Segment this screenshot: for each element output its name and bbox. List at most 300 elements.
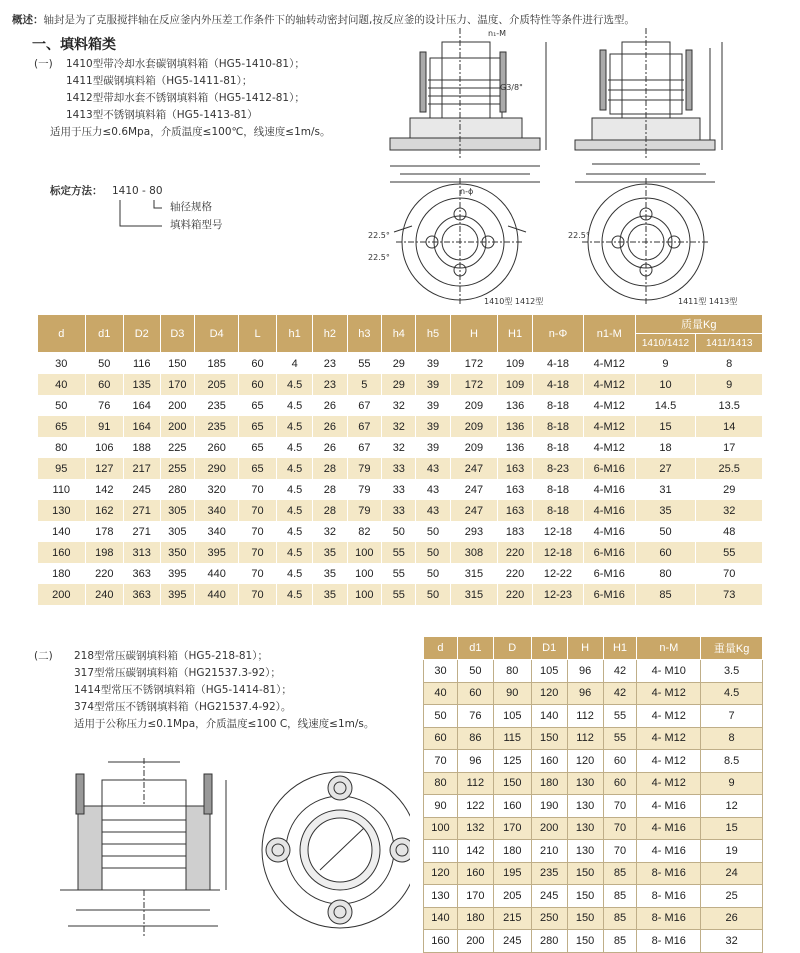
table-cell: 85 <box>635 584 696 605</box>
table-row <box>38 542 763 563</box>
table-cell: 32 <box>313 521 347 542</box>
column-header: d <box>38 315 86 353</box>
table-cell: 4- M16 <box>637 817 701 840</box>
table-cell: 60 <box>239 353 277 375</box>
table-row <box>424 772 763 795</box>
table-cell: 8-18 <box>532 500 583 521</box>
table-cell: 160 <box>457 862 493 885</box>
table-cell: 32 <box>696 500 763 521</box>
table-cell: 4-M16 <box>584 479 636 500</box>
table-row <box>38 353 763 375</box>
column-header: D2 <box>123 315 160 353</box>
table-cell: 26 <box>701 907 763 930</box>
table-cell: 209 <box>450 437 498 458</box>
table-cell: 8- M16 <box>637 885 701 908</box>
table-cell: 4-M12 <box>584 437 636 458</box>
table-cell: 271 <box>123 500 160 521</box>
table-cell: 247 <box>450 458 498 479</box>
table-cell: 112 <box>567 705 603 728</box>
table-cell: 24 <box>701 862 763 885</box>
table-cell: 65 <box>239 437 277 458</box>
table-cell: 8-18 <box>532 479 583 500</box>
table-cell: 120 <box>567 750 603 773</box>
table-cell: 55 <box>347 353 382 375</box>
table-cell: 8-23 <box>532 458 583 479</box>
table-cell: 4.5 <box>277 437 313 458</box>
table-cell: 4.5 <box>277 374 313 395</box>
mass-subheader: 1411/1413 <box>696 334 763 353</box>
table-cell: 18 <box>635 437 696 458</box>
table-row <box>38 395 763 416</box>
section2-line: 1414型常压不锈钢填料箱（HG5-1414-81）； <box>74 684 292 696</box>
section-title: 一、填料箱类 <box>32 37 116 53</box>
table-cell: 19 <box>701 840 763 863</box>
column-header: H1 <box>603 637 637 660</box>
table-cell: 65 <box>239 458 277 479</box>
table-cell: 4.5 <box>277 500 313 521</box>
table-cell: 163 <box>498 500 533 521</box>
table-cell: 79 <box>347 479 382 500</box>
table-cell: 4-M16 <box>584 500 636 521</box>
table-cell: 172 <box>450 353 498 375</box>
table-cell: 209 <box>450 395 498 416</box>
table-row <box>38 458 763 479</box>
table-cell: 50 <box>416 521 450 542</box>
table-cell: 70 <box>239 563 277 584</box>
table-cell: 100 <box>424 817 458 840</box>
table-cell: 82 <box>347 521 382 542</box>
table-cell: 85 <box>603 862 637 885</box>
table-cell: 8- M16 <box>637 930 701 953</box>
column-header: n-Φ <box>532 315 583 353</box>
table-cell: 305 <box>160 521 195 542</box>
table-cell: 106 <box>85 437 123 458</box>
table-cell: 35 <box>313 563 347 584</box>
table-cell: 17 <box>696 437 763 458</box>
table-cell: 280 <box>160 479 195 500</box>
table-cell: 220 <box>498 542 533 563</box>
table-cell: 150 <box>531 727 567 750</box>
table-cell: 150 <box>493 772 531 795</box>
table-cell: 39 <box>416 353 450 375</box>
table-cell: 120 <box>531 682 567 705</box>
table-cell: 70 <box>603 817 637 840</box>
table-cell: 73 <box>696 584 763 605</box>
table-cell: 4.5 <box>277 395 313 416</box>
table-row <box>424 727 763 750</box>
table-cell: 105 <box>531 660 567 683</box>
table-cell: 130 <box>567 840 603 863</box>
table-cell: 240 <box>85 584 123 605</box>
table-cell: 290 <box>195 458 239 479</box>
table-row <box>38 479 763 500</box>
table-cell: 9 <box>635 353 696 375</box>
table-row <box>38 563 763 584</box>
table-cell: 90 <box>493 682 531 705</box>
packing-box-drawings <box>360 28 790 310</box>
section2-line: 317型常压碳钢填料箱（HG21537.3-92）； <box>74 667 281 679</box>
table-cell: 60 <box>85 374 123 395</box>
table-cell: 33 <box>382 458 416 479</box>
table-cell: 25.5 <box>696 458 763 479</box>
table-cell: 8-18 <box>532 395 583 416</box>
table-cell: 55 <box>603 705 637 728</box>
table-row <box>424 885 763 908</box>
table-cell: 6-M16 <box>584 458 636 479</box>
table-cell: 29 <box>382 374 416 395</box>
table-cell: 280 <box>531 930 567 953</box>
table-cell: 32 <box>382 395 416 416</box>
table-cell: 395 <box>195 542 239 563</box>
table-cell: 190 <box>531 795 567 818</box>
marking-shaft: 轴径规格 <box>170 201 212 213</box>
table-cell: 29 <box>696 479 763 500</box>
section2-lines <box>74 648 292 716</box>
section1-line: 1411型碳钢填料箱（HG5-1411-81）； <box>66 75 253 87</box>
table-cell: 112 <box>457 772 493 795</box>
table-cell: 4-18 <box>532 353 583 375</box>
table-cell: 32 <box>382 437 416 458</box>
table-cell: 178 <box>85 521 123 542</box>
table-cell: 4.5 <box>277 416 313 437</box>
nphi-label: n-ϕ <box>460 187 474 196</box>
table-cell: 205 <box>195 374 239 395</box>
table-cell: 4- M16 <box>637 795 701 818</box>
table-cell: 7 <box>701 705 763 728</box>
table-cell: 200 <box>160 416 195 437</box>
table-cell: 140 <box>531 705 567 728</box>
table-cell: 220 <box>85 563 123 584</box>
table-cell: 10 <box>635 374 696 395</box>
table-cell: 4-M16 <box>584 521 636 542</box>
table-cell: 320 <box>195 479 239 500</box>
table-cell: 220 <box>498 563 533 584</box>
table-cell: 12-18 <box>532 542 583 563</box>
section2-line: 218型常压碳钢填料箱（HG5-218-81）； <box>74 650 268 662</box>
table-cell: 50 <box>424 705 458 728</box>
table-cell: 110 <box>424 840 458 863</box>
table-cell: 96 <box>457 750 493 773</box>
table-cell: 80 <box>635 563 696 584</box>
table-cell: 135 <box>123 374 160 395</box>
column-header: d <box>424 637 458 660</box>
right-drawing-caption: 1411型 1413型 <box>678 297 738 306</box>
table-row <box>424 660 763 683</box>
table-row <box>424 705 763 728</box>
table-cell: 50 <box>416 563 450 584</box>
table-cell: 70 <box>239 479 277 500</box>
table-cell: 170 <box>493 817 531 840</box>
table-cell: 6-M16 <box>584 584 636 605</box>
table-cell: 150 <box>567 862 603 885</box>
table-cell: 180 <box>531 772 567 795</box>
table-cell: 50 <box>382 521 416 542</box>
table-cell: 70 <box>603 840 637 863</box>
table-cell: 35 <box>635 500 696 521</box>
table-cell: 15 <box>635 416 696 437</box>
marking-label: 标定方法： <box>50 185 103 197</box>
table-cell: 150 <box>160 353 195 375</box>
table-cell: 8 <box>696 353 763 375</box>
table-cell: 85 <box>603 930 637 953</box>
table-cell: 8-18 <box>532 416 583 437</box>
table-cell: 255 <box>160 458 195 479</box>
table-cell: 28 <box>313 479 347 500</box>
table-cell: 60 <box>603 750 637 773</box>
column-header: h2 <box>313 315 347 353</box>
table-cell: 100 <box>347 584 382 605</box>
table-row <box>38 521 763 542</box>
table-cell: 200 <box>160 395 195 416</box>
table-cell: 122 <box>457 795 493 818</box>
table-cell: 29 <box>382 353 416 375</box>
table-cell: 247 <box>450 500 498 521</box>
table-cell: 65 <box>239 395 277 416</box>
table-cell: 109 <box>498 353 533 375</box>
table-cell: 96 <box>567 682 603 705</box>
table-cell: 42 <box>603 682 637 705</box>
table-cell: 27 <box>635 458 696 479</box>
column-header: D <box>493 637 531 660</box>
table-cell: 70 <box>603 795 637 818</box>
column-header: 重量Kg <box>701 637 763 660</box>
table-cell: 70 <box>239 584 277 605</box>
table-cell: 90 <box>424 795 458 818</box>
table-cell: 55 <box>382 563 416 584</box>
table-cell: 12 <box>701 795 763 818</box>
table-cell: 50 <box>416 542 450 563</box>
table-cell: 140 <box>38 521 86 542</box>
table-cell: 79 <box>347 500 382 521</box>
table-cell: 160 <box>531 750 567 773</box>
table-cell: 235 <box>531 862 567 885</box>
table-cell: 350 <box>160 542 195 563</box>
table-cell: 43 <box>416 458 450 479</box>
table-cell: 23 <box>313 353 347 375</box>
column-header: D3 <box>160 315 195 353</box>
table-cell: 4-M12 <box>584 395 636 416</box>
column-header: h3 <box>347 315 382 353</box>
table-cell: 200 <box>38 584 86 605</box>
table-cell: 8-18 <box>532 437 583 458</box>
table-cell: 340 <box>195 521 239 542</box>
table-cell: 115 <box>493 727 531 750</box>
section1-prefix: (一) <box>34 58 53 70</box>
table-cell: 340 <box>195 500 239 521</box>
table-cell: 32 <box>382 416 416 437</box>
table-cell: 4- M12 <box>637 727 701 750</box>
table-cell: 50 <box>85 353 123 375</box>
table-cell: 60 <box>635 542 696 563</box>
table-cell: 28 <box>313 500 347 521</box>
section1-line: 1412型带却水套不锈钢填料箱（HG5-1412-81）； <box>66 92 305 104</box>
table-cell: 170 <box>160 374 195 395</box>
marking-code: 1410 - 80 <box>112 185 163 197</box>
table-cell: 130 <box>567 817 603 840</box>
angle-label: 22.5° <box>368 231 390 240</box>
table-cell: 42 <box>603 660 637 683</box>
section2-line: 374型常压不锈钢填料箱（HG21537.4-92）。 <box>74 701 292 713</box>
table-cell: 225 <box>160 437 195 458</box>
table-cell: 293 <box>450 521 498 542</box>
table-cell: 39 <box>416 395 450 416</box>
table-cell: 164 <box>123 416 160 437</box>
table-row <box>38 374 763 395</box>
table-cell: 127 <box>85 458 123 479</box>
table-cell: 160 <box>493 795 531 818</box>
table-row <box>38 416 763 437</box>
table-cell: 4.5 <box>277 584 313 605</box>
table-cell: 260 <box>195 437 239 458</box>
table-cell: 363 <box>123 584 160 605</box>
table-series-1410 <box>37 314 763 605</box>
table-cell: 195 <box>493 862 531 885</box>
table-cell: 9 <box>696 374 763 395</box>
table-cell: 50 <box>457 660 493 683</box>
table-cell: 160 <box>38 542 86 563</box>
table-cell: 8- M16 <box>637 907 701 930</box>
table-cell: 8- M16 <box>637 862 701 885</box>
table-cell: 183 <box>498 521 533 542</box>
table-cell: 80 <box>38 437 86 458</box>
table-cell: 4- M12 <box>637 682 701 705</box>
table-cell: 85 <box>603 885 637 908</box>
table-cell: 308 <box>450 542 498 563</box>
column-header: H1 <box>498 315 533 353</box>
table-cell: 43 <box>416 500 450 521</box>
table-cell: 250 <box>531 907 567 930</box>
table-cell: 39 <box>416 437 450 458</box>
atmospheric-box-drawings <box>50 750 410 946</box>
table-cell: 67 <box>347 437 382 458</box>
table-cell: 33 <box>382 500 416 521</box>
angle-label: 22.5° <box>568 231 590 240</box>
table-cell: 142 <box>457 840 493 863</box>
table-cell: 205 <box>493 885 531 908</box>
table-cell: 30 <box>38 353 86 375</box>
table-cell: 4-M12 <box>584 374 636 395</box>
table-cell: 313 <box>123 542 160 563</box>
table-cell: 116 <box>123 353 160 375</box>
table-cell: 26 <box>313 395 347 416</box>
table-cell: 4- M12 <box>637 705 701 728</box>
table-cell: 235 <box>195 395 239 416</box>
column-header: H <box>567 637 603 660</box>
table-cell: 15 <box>701 817 763 840</box>
table-cell: 130 <box>567 795 603 818</box>
table-cell: 96 <box>567 660 603 683</box>
table-cell: 28 <box>313 458 347 479</box>
table-cell: 31 <box>635 479 696 500</box>
table-cell: 25 <box>701 885 763 908</box>
table-cell: 4.5 <box>277 458 313 479</box>
table-cell: 5 <box>347 374 382 395</box>
table-cell: 14.5 <box>635 395 696 416</box>
table-cell: 65 <box>38 416 86 437</box>
table-cell: 4-M12 <box>584 416 636 437</box>
table-cell: 395 <box>160 563 195 584</box>
table-cell: 125 <box>493 750 531 773</box>
table-row <box>424 750 763 773</box>
table-cell: 163 <box>498 479 533 500</box>
marking-type: 填料箱型号 <box>170 219 223 231</box>
nm-label: n₁-M <box>488 29 507 38</box>
table-cell: 100 <box>347 563 382 584</box>
table-cell: 130 <box>38 500 86 521</box>
table-cell: 136 <box>498 437 533 458</box>
table-cell: 142 <box>85 479 123 500</box>
column-header: h1 <box>277 315 313 353</box>
section1-note: 适用于压力≤0.6Mpa，介质温度≤100℃，线速度≤1m/s。 <box>50 126 331 138</box>
table-cell: 8 <box>701 727 763 750</box>
table-cell: 4-M12 <box>584 353 636 375</box>
column-header: h4 <box>382 315 416 353</box>
table-cell: 76 <box>85 395 123 416</box>
table-cell: 305 <box>160 500 195 521</box>
table-cell: 86 <box>457 727 493 750</box>
table-cell: 40 <box>424 682 458 705</box>
table-cell: 48 <box>696 521 763 542</box>
column-header: d1 <box>457 637 493 660</box>
table-cell: 163 <box>498 458 533 479</box>
table-cell: 26 <box>313 416 347 437</box>
table-cell: 210 <box>531 840 567 863</box>
table-cell: 67 <box>347 416 382 437</box>
table-cell: 395 <box>160 584 195 605</box>
table-cell: 95 <box>38 458 86 479</box>
table-cell: 100 <box>347 542 382 563</box>
section1-lines <box>66 56 305 124</box>
table-cell: 150 <box>567 885 603 908</box>
table-cell: 245 <box>531 885 567 908</box>
table-cell: 180 <box>457 907 493 930</box>
table-cell: 43 <box>416 479 450 500</box>
table-cell: 170 <box>457 885 493 908</box>
table-cell: 60 <box>239 374 277 395</box>
table-row <box>424 817 763 840</box>
table-cell: 185 <box>195 353 239 375</box>
table-series-218 <box>423 636 763 953</box>
table-cell: 8.5 <box>701 750 763 773</box>
table-cell: 50 <box>635 521 696 542</box>
column-header: H <box>450 315 498 353</box>
table-cell: 3.5 <box>701 660 763 683</box>
table-cell: 315 <box>450 584 498 605</box>
table-cell: 4 <box>277 353 313 375</box>
table-cell: 80 <box>493 660 531 683</box>
table-cell: 235 <box>195 416 239 437</box>
table-row <box>424 840 763 863</box>
table-cell: 91 <box>85 416 123 437</box>
table-cell: 70 <box>696 563 763 584</box>
table-cell: 136 <box>498 416 533 437</box>
table-cell: 70 <box>239 521 277 542</box>
table-cell: 32 <box>701 930 763 953</box>
intro-text: 轴封是为了克服搅拌轴在反应釜内外压差工作条件下的轴转动密封问题,按反应釜的设计压力、温度、介质特性等条件进行选型。 <box>43 14 635 26</box>
table-cell: 220 <box>498 584 533 605</box>
table-cell: 172 <box>450 374 498 395</box>
table-cell: 50 <box>416 584 450 605</box>
table-cell: 35 <box>313 542 347 563</box>
table-cell: 245 <box>123 479 160 500</box>
table-row <box>38 437 763 458</box>
table-cell: 85 <box>603 907 637 930</box>
angle-label: 22.5° <box>368 253 390 262</box>
table-cell: 217 <box>123 458 160 479</box>
column-header: h5 <box>416 315 450 353</box>
table-cell: 55 <box>603 727 637 750</box>
intro-label: 概述： <box>12 14 44 26</box>
